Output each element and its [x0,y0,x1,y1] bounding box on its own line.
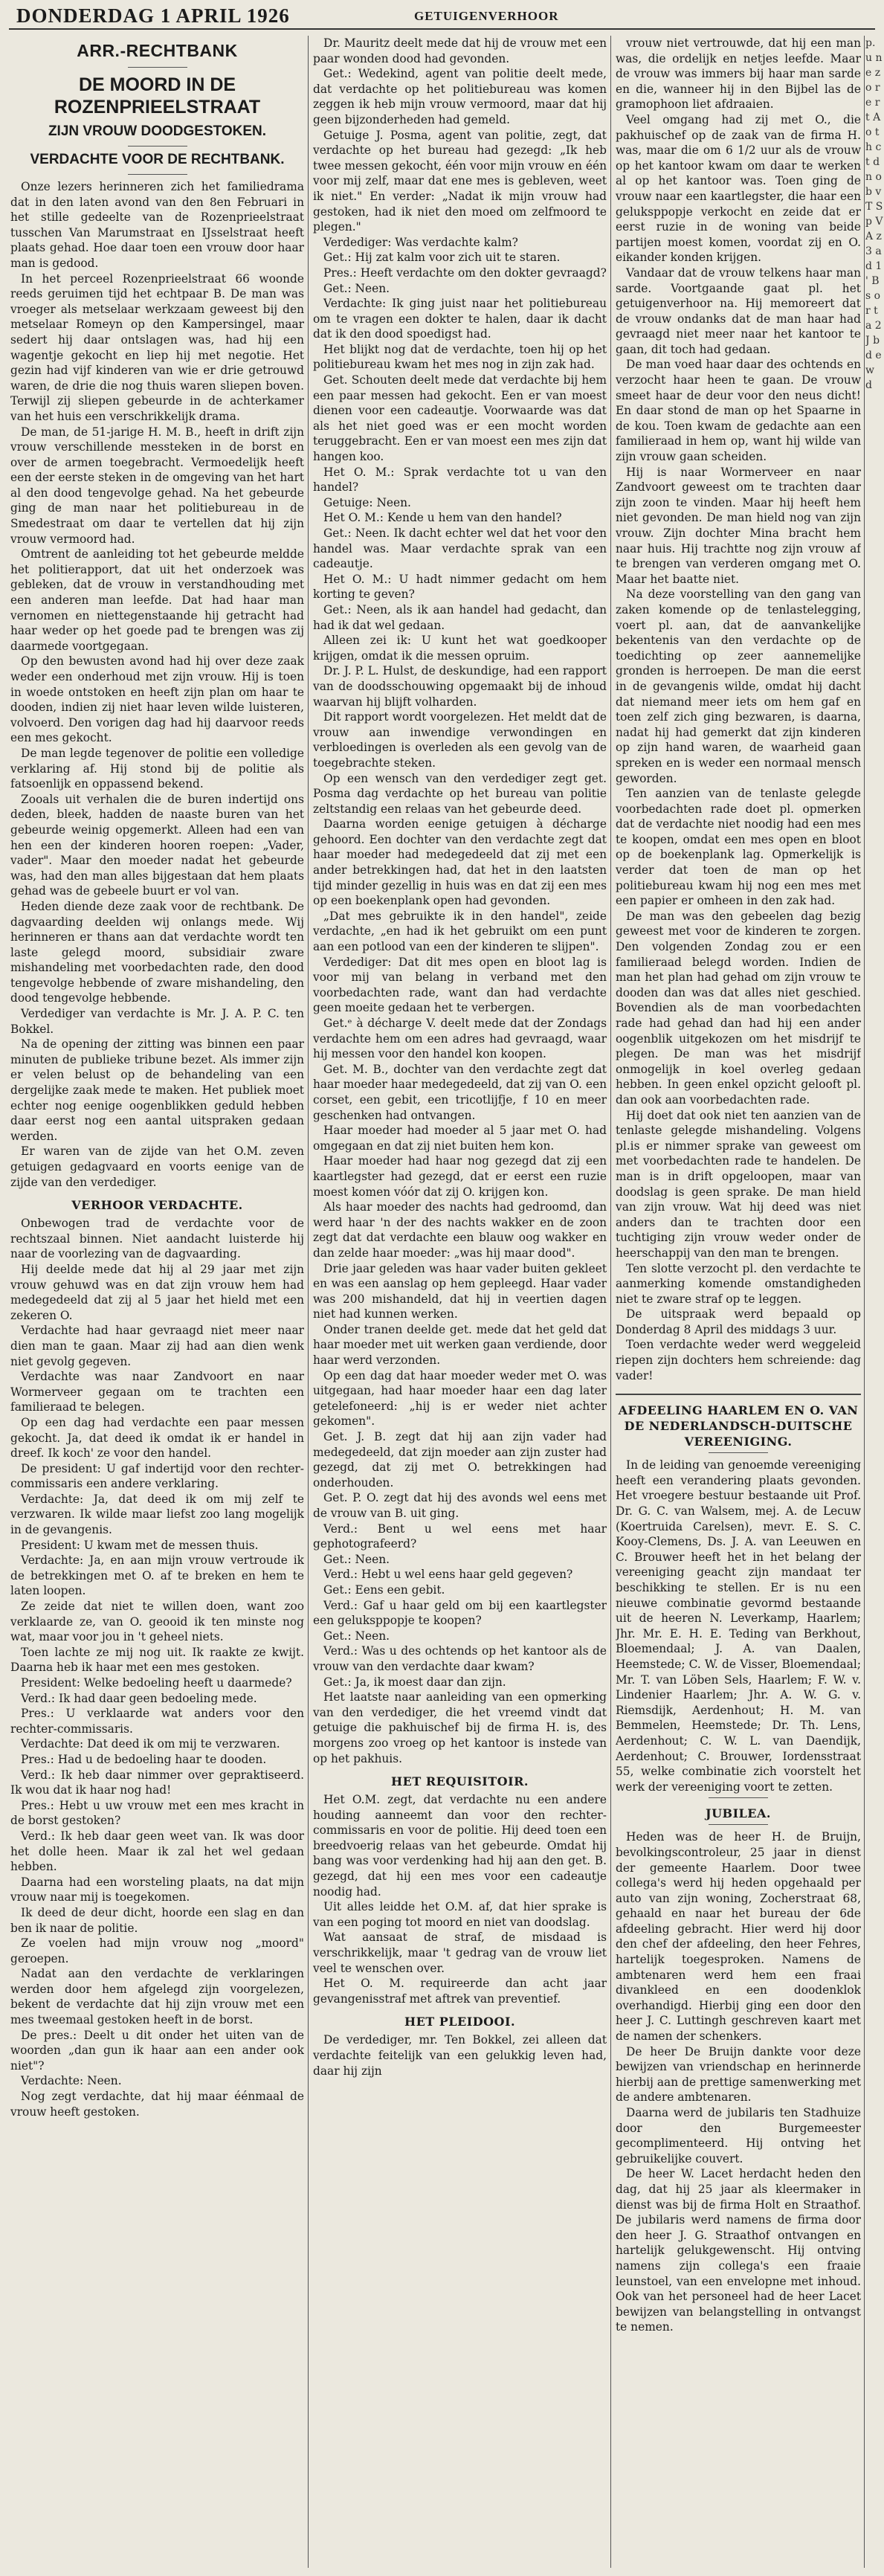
paragraph: Verdachte was naar Zandvoort en naar Wormerveer gegaan om te trachten een familieraad te belegen. [10,1370,304,1414]
paragraph: Toen lachte ze mij nog uit. Ik raakte ze kwijt. Daarna heb ik haar met een mes gestoken. [10,1645,304,1675]
paragraph: Wat aansaat de straf, de misdaad is verschrikkelijk, maar 't gedrag van de vrouw liet veel te wenschen over. [313,1931,607,1975]
paragraph: De man voed haar daar des ochtends en verzocht haar heen te gaan. De vrouw smeet haar de deur voor den neus dicht! En daar stond de man op het Spaarne in de kou. Toen kwam de gedachte aan een familieraad in hem op, want hij wilde van zijn vrouw gaan scheiden. [616,358,861,464]
paragraph: Verd.: Was u des ochtends op het kantoor als de vrouw van den verdachte daar kwam? [313,1644,607,1673]
subsection-heading: HET PLEIDOOI. [404,2015,516,2029]
paragraph: De man legde tegenover de politie een volledige verklaring af. Hij stond bij de politie als fatsoenlijk en oppassend bekend. [10,746,304,791]
paragraph: Get. Schouten deelt mede dat verdachte bij hem een paar messen had gekocht. Een er van moest dienen voor een cadeautje. Voorwaarde was dat als het niet goed was er een mocht worden teruggebracht. Een er van moest een mes zijn dat hangen koo. [313,373,607,464]
paragraph: President: Welke bedoeling heeft u daarmede? [21,1676,292,1690]
column-1 [10,36,304,2572]
masthead [9,0,875,30]
paragraph: Daarna worden eenige getuigen à décharge gehoord. Een dochter van den verdachte zegt dat haar moeder had medegedeeld dat zij met een ander betrekkingen had, dat het in den laatsten tijd minder gezellig in huis was en dat zij een mes op een boekenplank open had gevonden. [313,817,607,908]
paragraph: Get. J. B. zegt dat hij aan zijn vader had medegedeeld, dat zijn moeder aan zijn zuster had gezegd, dat zij met O. betrekkingen had onderhouden. [313,1430,607,1490]
article-headline: JUBILEA. [706,1806,771,1821]
paragraph: Get.: Neen. [323,1552,390,1566]
paragraph: Nog zegt verdachte, dat hij maar éénmaal de vrouw heeft gestoken. [10,2090,304,2119]
paragraph: Verd.: Ik heb daar nimmer over gepraktiseerd. Ik wou dat ik haar nog had! [10,1768,304,1797]
article-body [313,1792,607,2006]
issue-date: DONDERDAG 1 APRIL 1926 [16,4,290,27]
paragraph: Pres.: Heeft verdachte om den dokter gevraagd? [323,265,607,280]
paragraph: Veel omgang had zij met O., die pakhuischef op de zaak van de firma H. was, maar die om 6 1/2 uur als de vrouw op het kantoor kwam om daar te werken al op het kantoor was. Toen ging de vrouw naar een kaartlegster, die haar een geluksppopje verkocht en zeide dat er eerst ruzie in de woning van beide partijen moest komen, voordat zij en O. eikander konden krijgen. [616,112,861,265]
paragraph: Get.ᵉ à décharge V. deelt mede dat der Zondags verdachte hem om een adres had gevraagd, waar hij messen voor den handel kon koopen. [313,1017,607,1061]
paragraph: Hij is naar Wormerveer en naar Zandvoort geweest om te trachten daar zijn zoon te vinden. Maar hij heeft hem niet gevonden. De man hield nog van zijn vrouw. Zijn dochter Mina bracht hem naar huis. Hij trachtte nog zijn vrouw af te brengen van verderen omgang met O. Maar het baatte niet. [616,465,861,586]
article-body [616,1829,861,2335]
paragraph: De man, de 51-jarige H. M. B., heeft in drift zijn vrouw verschillende messteken in de borst en over de armen toegebracht. Vermoedelijk heeft een der eerste steken in de omgeving van het hart al den dood tengevolge gehad. Na het gebeurde ging de man naar het politiebureau in de Smedestraat om daar te vertellen dat hij zijn vrouw vermoord had. [10,425,304,546]
paragraph: Daarna werd de jubilaris ten Stadhuize door den Burgemeester gecomplimenteerd. Hij ontving het gebruikelijke couvert. [616,2106,861,2166]
subsection-heading: VERHOOR VERDACHTE. [71,1198,243,1213]
paragraph: Dit rapport wordt voorgelezen. Het meldt dat de vrouw aan inwendige verwondingen en verbloedingen is overleden als een gevolg van de toegebrachte steken. [313,710,607,770]
paragraph: Daarna had een worsteling plaats, na dat mijn vrouw naar mij is toegekomen. [10,1875,304,1904]
paragraph: Get. M. B., dochter van den verdachte zegt dat haar moeder haar medegedeeld, dat zij van O. een corset, een gebit, een tricotlijfje, f 10 en meer geschenken had ontvangen. [313,1062,607,1122]
paragraph: Alleen zei ik: U kunt het wat goedkooper krijgen, omdat ik die messen opruim. [313,634,607,663]
paragraph: Verdediger: Dat dit mes open en bloot lag is voor mij van belang in verband met den voorbedachten rade, want dan had verdachte geen moeite gedaan het te verbergen. [313,955,607,1015]
paragraph: Ik deed de deur dicht, hoorde een slag en dan ben ik naar de politie. [10,1905,304,1935]
paragraph: Verdachte: Ja, dat deed ik om mij zelf te verzwaren. Ik wilde maar liefst zoo lang mogelijk in de gevangenis. [10,1492,304,1537]
paragraph: Get. P. O. zegt dat hij des avonds wel eens met de vrouw van B. uit ging. [313,1491,607,1520]
subsection-heading: HET REQUISITOIR. [391,1774,529,1789]
paragraph: Getuige J. Posma, agent van politie, zegt, dat verdachte op het bureau had gezegd: „Ik heb twee messen gekocht, één voor mijn vrouw en één voor mij zelf, maar dat ene mes is gebleven, weet ik niet." En verder: „Nadat ik mijn vrouw had gestoken, had ik niet den moed om zelfmoord te plegen." [313,128,607,234]
paragraph: Het O. M. requireerde dan acht jaar gevangenisstraf met aftrek van preventief. [313,1977,607,2006]
article-subhead: ZIJN VROUW DOODGESTOKEN. [48,123,267,139]
paragraph: Op een dag dat haar moeder weder met O. was uitgegaan, had haar moeder haar een dag later getelefoneerd: „hij is er weder niet achter gekomen". [313,1368,607,1429]
paragraph: Op een dag had verdachte een paar messen gekocht. Ja, dat deed ik omdat ik er handel in dreef. Ik koch' ze voor den handel. [10,1415,304,1461]
paragraph: Uit alles leidde het O.M. af, dat hier sprake is van een poging tot moord en niet van doodslag. [313,1900,607,1929]
paragraph: Onbewogen trad de verdachte voor de rechtszaal binnen. Niet aandacht luisterde hij naar de voorlezing van de dagvaarding. [10,1217,304,1261]
paragraph: Vandaar dat de vrouw telkens haar man sarde. Voortgaande gaat pl. het getuigenverhoor na. Hij memoreert dat de vrouw ondanks dat de man haar had gevraagd niet meer naar het kantoor te gaan, dit toch had gedaan. [616,265,861,356]
paragraph: vrouw niet vertrouwde, dat hij een man was, die ordelijk en netjes leefde. Maar de vrouw was immers bij haar man sarde en die, wanneer hij in den Bijbel las de gramophoon liet afdraaien. [616,36,861,112]
paragraph: Op een wensch van den verdediger zegt get. Posma dag verdachte op het bureau van politie zeltstandig een relaas van het gebeurde deed. [313,771,607,816]
paragraph: Het blijkt nog dat de verdachte, toen hij op het politiebureau kwam het mes nog in zijn zak had. [313,342,607,372]
paragraph: De heer W. Lacet herdacht heden den dag, dat hij 25 jaar als kleermaker in dienst was bij de firma Holt en Straathof. De jubilaris werd namens de firma door den heer J. G. Straathof ontvangen en hartelijk gelukgewenscht. Hij ontving namens zijn collega's een fraaie leunstoel, van een envelopne met inhoud. Ook van het personeel had de heer Lacet bewijzen van belangstelling in ontvangst te nemen. [616,2167,861,2334]
paragraph: Verdachte: Ik ging juist naar het politiebureau om te vragen een dokter te halen, daar ik dacht dat ik den dood spoedigst had. [313,297,607,341]
section-heading: ARR.-RECHTBANK [77,41,238,60]
paragraph: Drie jaar geleden was haar vader buiten gekleet en was een aanslag op hem gepleegd. Haar vader was 200 mishandeld, dat hij in veertien dagen niet had kunnen werken. [313,1261,607,1321]
paragraph: Er waren van de zijde van het O.M. zeven getuigen gedagvaard en voorts eenige van de zijde van den verdediger. [10,1144,304,1189]
paragraph: De uitspraak werd bepaald op Donderdag 8 April des middags 3 uur. [616,1307,861,1336]
paragraph: Toen verdachte weder werd weggeleid riepen zijn dochters hem schreiende: dag vader! [616,1338,861,1382]
paragraph: Verdachte had haar gevraagd niet meer naar dien man te gaan. Maar zij had aan dien wenk niet gevolg gegeven. [10,1324,304,1368]
paragraph: Heden diende deze zaak voor de rechtbank. De dagvaarding deelden wij onlangs mede. Wij herinneren er thans aan dat verdachte wordt ten laste gelegd moord, subsidiair zware mishandeling met voorbedachten rade, den dood tengevolge hebbende of zware mishandeling, den dood tengevolge hebbende. [10,899,304,1005]
paragraph: Dr. Mauritz deelt mede dat hij de vrouw met een paar wonden dood had gevonden. [313,36,607,65]
paragraph: Op den bewusten avond had hij over deze zaak weder een onderhoud met zijn vrouw. Hij is toen in woede ontstoken en heeft zijn plan om haar te dooden, indien zij niet haar leven wilde luisteren, volvoerd. Den vorigen dag had hij daarvoor reeds een mes gekocht. [10,654,304,745]
paragraph: Onze lezers herinneren zich het familiedrama dat in den laten avond van den 8en Februari in het stille gedeelte van de Rozenprieelstraat tusschen Van Marumstraat en IJsselstraat heeft plaats gehad. Hoe daar toen een vrouw door haar man is gedood. [10,180,304,270]
paragraph: Hij doet dat ook niet ten aanzien van de tenlaste gelegde mishandeling. Volgens pl.is er nimmer sprake van geweest om met voorbedachten rade te handelen. De man is in drift opgeloopen, maar van doodslag is geen sprake. De man hield van zijn vrouw. Wat hij deed was niet anders dan te trachten door een tuchtiging zijn vrouw weder onder de heerschappij van den man te brengen. [616,1108,861,1260]
divider [709,1452,768,1453]
paragraph: De man was den gebeelen dag bezig geweest met voor de kinderen te zorgen. Den volgenden Zondag zou er een familieraad belegd worden. Indien de man het plan had gehad om zijn vrouw te dooden dan was dat alles niet geschied. Bovendien als de man voorbedachten rade had gehad dan had hij een ander oogenblik uitgekozen om het misdrijf te plegen. De man was het misdrijf onmogelijk in koel overleg gedaan hebben. In geen enkel opzicht gelooft pl. dan ook aan voorbedachten rade. [616,909,861,1107]
paragraph: Nadat aan den verdachte de verklaringen werden door hem afgelegd zijn voorgelezen, bekent de verdachte dat hij zijn vrouw met een mes tweemaal gestoken heeft in de borst. [10,1967,304,2027]
column-rule [308,36,309,2568]
article-body [10,179,304,1190]
paragraph: Pres.: U verklaarde wat anders voor den rechter-commissaris. [10,1707,304,1736]
paragraph: De pres.: Deelt u dit onder het uiten van de woorden „dan gun ik haar aan een ander ook niet"? [10,2028,304,2073]
paragraph: Get.: Wedekind, agent van politie deelt mede, dat verdachte op het politiebureau was komen zeggen ik heb mijn vrouw vermoord, maar dat hij geen bijzonderheden had gemeld. [313,67,607,126]
column-rule [864,36,865,2568]
paragraph: Verdediger van verdachte is Mr. J. A. P. C. ten Bokkel. [10,1007,304,1036]
paragraph: Na deze voorstelling van den gang van zaken komende op de tenlastelegging, voert pl. aan, dat de aanvankelijke bekentenis van den verdachte op de toedichting op zeer aannemelijke gronden is herroepen. De man die eerst in de gevangenis wilde, omdat hij dacht dat niemand meer iets om hem gaf en toen zelf zich ging bezwaren, is daarna, nadat hij had gemerkt dat zijn kinderen op zijn hand waren, de waarheid gaan spreken en is weder een normaal mensch geworden. [616,587,861,785]
paragraph: Na de opening der zitting was binnen een paar minuten de publieke tribune bezet. Als immer zijn er velen belust op de behandeling van een dergelijke zaak mede te maken. Het publiek moet echter nog eenige oogenblikken geduld hebben daar eerst nog een aantal uitspraken gedaan werden. [10,1037,304,1143]
article-body [313,36,607,1766]
paragraph: Hij deelde mede dat hij al 29 jaar met zijn vrouw gehuwd was en dat zijn vrouw hem had medegedeeld dat zij al 5 jaar het hield met een zekeren O. [10,1262,304,1322]
paragraph: „Dat mes gebruikte ik in den handel", zeide verdachte, „en had ik het gebruikt om een punt aan een potlood van een der kinderen te slijpen". [313,909,607,954]
paragraph: Onder tranen deelde get. mede dat het geld dat haar moeder met uit werken gaan verdiende, door haar werd verzonden. [313,1322,607,1368]
paragraph: Verd.: Gaf u haar geld om bij een kaartlegster een geluksppopje te koopen? [313,1598,607,1628]
article-subhead-2: VERDACHTE VOOR DE RECHTBANK. [30,152,285,167]
paragraph: Verdachte: Neen. [21,2074,122,2088]
paragraph: Ten aanzien van de tenlaste gelegde voorbedachten rade doet pl. opmerken dat de verdachte niet noodig had een mes te koopen, omdat een mes open en bloot op de boekenplank lag. Opmerkelijk is verder dat toen de man op het politiebureau kwam hij nog een mes met een papier er omheen in den zak had. [616,787,861,908]
paragraph: De verdediger, mr. Ten Bokkel, zei alleen dat verdachte feitelijk van een gelukkig leven had, daar hij zijn [313,2033,607,2078]
divider [128,174,187,175]
paragraph: Verd.: Bent u wel eens met haar gephotografeerd? [313,1522,607,1551]
paragraph: Het O. M.: U hadt nimmer gedacht om hem korting te geven? [313,572,607,602]
paragraph: Get.: Neen. Ik dacht echter wel dat het voor den handel was. Maar verdachte sprak van een cadeautje. [313,527,607,571]
article-body [616,1458,861,1794]
paragraph: Verdachte: Ja, en aan mijn vrouw vertroude ik de betrekkingen met O. af te breken en hem te laten loopen. [10,1553,304,1598]
paragraph: Verdachte: Dat deed ik om mij te verzwaren. [21,1737,280,1751]
divider [709,1797,768,1798]
article-headline: DE MOORD IN DE ROZENPRIEELSTRAAT [54,74,261,117]
paragraph: De heer De Bruijn dankte voor deze bewijzen van vriendschap en herinnerde hierbij aan de prettige samenwerking met de andere ambtenaren. [616,2044,861,2105]
paragraph: Ze zeide dat niet te willen doen, want zoo verklaarde ze, van O. geooid ik ten minste nog wat, maar voor jou in 't geheel niets. [10,1600,304,1644]
paragraph: Ze voelen had mijn vrouw nog „moord" geroepen. [10,1936,304,1965]
paragraph: Het laatste naar aanleiding van een opmerking van den verdediger, die het vreemd vindt dat getuige die pakhuischef bij de firma H. is, des morgens zoo vroeg op het kantoor is instede van op het pakhuis. [313,1690,607,1765]
paragraph: Haar moeder had haar nog gezegd dat zij een kaartlegster had gezegd, dat er eerst een ruzie moest komen vóór dat zij O. krijgen kon. [313,1154,607,1199]
paragraph: President: U kwam met de messen thuis. [21,1538,259,1552]
paragraph: Get.: Ja, ik moest daar dan zijn. [323,1675,506,1689]
paragraph: Dr. J. P. L. Hulst, de deskundige, had een rapport van de doodsschouwing opgemaakt bij de inhoud waarvan hij blijft volharden. [313,664,607,709]
article-body [313,2032,607,2078]
paragraph: Verdediger: Was verdachte kalm? [323,235,518,249]
paragraph: Get.: Hij zat kalm voor zich uit te staren. [323,251,561,265]
paragraph: Get.: Neen, als ik aan handel had gedacht, dan had ik dat wel gedaan. [313,602,607,632]
paragraph: Verd.: Hebt u wel eens haar geld gegeven? [323,1568,573,1582]
paragraph: Het O.M. zegt, dat verdachte nu een andere houding aanneemt dan voor den rechter-commissaris en voor de politie. Hij deed toen een breedvoerig relaas van het gebeurde. Omdat hij bang was voor verdenking had hij aan den get. B. gezegd, dat hij een mes voor een cadeautje noodig had. [313,1793,607,1899]
paragraph: Pres.: Had u de bedoeling haar te dooden. [21,1752,267,1766]
column-3 [616,36,861,2572]
paragraph: In de leiding van genoemde vereeniging heeft een verandering plaats gevonden. Het vroegere bestuur bestaande uit Prof. Dr. G. C. van Walsem, mej. A. de Lecuw (Koertruida Carelsen), mevr. E. S. C. Kooy-Clemens, Ds. J. A. van Leeuwen en C. Brouwer heeft het in het belang der vereeniging geacht zijn mandaat ter beschikking te stellen. Er is nu een nieuwe combinatie gevormd bestaande uit de heeren N. Leverkamp, Haarlem; Jhr. Mr. E. H. E. Teding van Berkhout, Bloemendaal; J. A. van Daalen, Heemstede; C. W. de Visser, Bloemendaal; Mr. T. van Löben Sels, Haarlem; F. W. v. Lindenier Haarlem; Jhr. A. W. G. v. Riemsdijk, Aerdenhout; H. M. van Bemmelen, Heemstede; Dr. Th. Lens, Aerdenhout; C. W. L. van Daendijk, Aerdenhout; C. Brouwer, Iordensstraat 55, welke combinatie zich voorstelt het werk der vereeniging voort te zetten. [616,1458,861,1794]
paragraph: Pres.: Hebt u uw vrouw met een mes kracht in de borst gestoken? [10,1798,304,1828]
article-body [10,1216,304,2119]
paragraph: Zooals uit verhalen die de buren indertijd ons deden, bleek, hadden de naaste buren van het gebeurde weinig opgemerkt. Alleen had een van hen een der kinderen hooren roepen: „Vader, vader". Maar den moeder nadat het gebeurde was, had den man alles bijgestaan dat hem plaats gehad was de gebeele buurt er vol van. [10,792,304,898]
paragraph: Get.: Eens een gebit. [323,1582,445,1597]
paragraph: Ten slotte verzocht pl. den verdachte te aanmerking komende omstandigheden niet te zware straf op te leggen. [616,1261,861,1306]
divider [616,1394,861,1395]
paragraph: Verd.: Ik had daar geen bedoeling mede. [21,1691,257,1705]
divider [128,67,187,68]
paragraph: Als haar moeder des nachts had gedroomd, dan werd haar 'n der des nachts wakker en de zoon zegt dat dat verdachte een blauw oog wakker en dan zelde haar moeder: „was hij maar dood". [313,1200,607,1260]
paragraph: Verd.: Ik heb daar geen weet van. Ik was door het dolle heen. Maar ik zal het wel gedaan hebben. [10,1829,304,1874]
paragraph: Haar moeder had moeder al 5 jaar met O. had omgegaan en dat zij niet buiten hem kon. [313,1124,607,1153]
paragraph: Heden was de heer H. de Bruijn, bevolkingscontroleur, 25 jaar in dienst der gemeente Haarlem. Door twee collega's werd hij heden opgehaald per auto van zijn woning, Zocherstraat 68, gehaald en naar het bureau der 6de afdeeling gebracht. Hier werd hij door den chef der afdeeling, den heer Fehres, hartelijk toegesproken. Namens de ambtenaren werd hem een fraai divankleed en een doodenklok overhandigd. Hierbij ging een door den heer J. C. Luttingh geschreven kaart met de namen der schenkers. [616,1830,861,2044]
paragraph: Get.: Neen. [323,281,390,295]
paragraph: Getuige: Neen. [323,495,411,509]
paragraph: Get.: Neen. [323,1629,390,1643]
running-head: GETUIGENVERHOOR [414,9,559,23]
cropped-column-fragment: p. u n e z o r e r t A o t h c t d n o b v T S p V A z 3 a d 1 ' B s o r t a 2 J b d e w d [865,37,883,391]
article-headline: AFDEELING HAARLEM EN O. VAN DE NEDERLANDSCH-DUITSCHE VEREENIGING. [618,1403,859,1449]
divider [709,1824,768,1825]
column-rule [610,36,611,2568]
paragraph: In het perceel Rozenprieelstraat 66 woonde reeds geruimen tijd het echtpaar B. De man was vroeger als metselaar werkzaam geweest bij den metselaar Romeyn op den Kampersingel, maar sedert hij daar ontslagen was, had hij een wagentje gekocht en liep hij met negotie. Het gezin had vijf kinderen van wie er drie getrouwd waren, de drie die nog thuis waren sliepen boven. Terwijl zij sliepen gebeurde in de achterkamer van het huis een verschrikkelijk drama. [10,271,304,423]
paragraph: Het O. M.: Sprak verdachte tot u van den handel? [313,465,607,495]
paragraph: De president: U gaf indertijd voor den rechter-commissaris een andere verklaring. [10,1461,304,1491]
paragraph: Omtrent de aanleiding tot het gebeurde meldde het politierapport, dat uit het onderzoek was gebleken, dat de vrouw in verstandhouding met een anderen man leefde. Dat had haar man vernomen en niettegenstaande hij getracht had haar weder op het goede pad te brengen was zij daarmede voortgegaan. [10,547,304,653]
paragraph: Het O. M.: Kende u hem van den handel? [323,511,562,525]
column-2 [313,36,607,2572]
article-body [616,36,861,1383]
